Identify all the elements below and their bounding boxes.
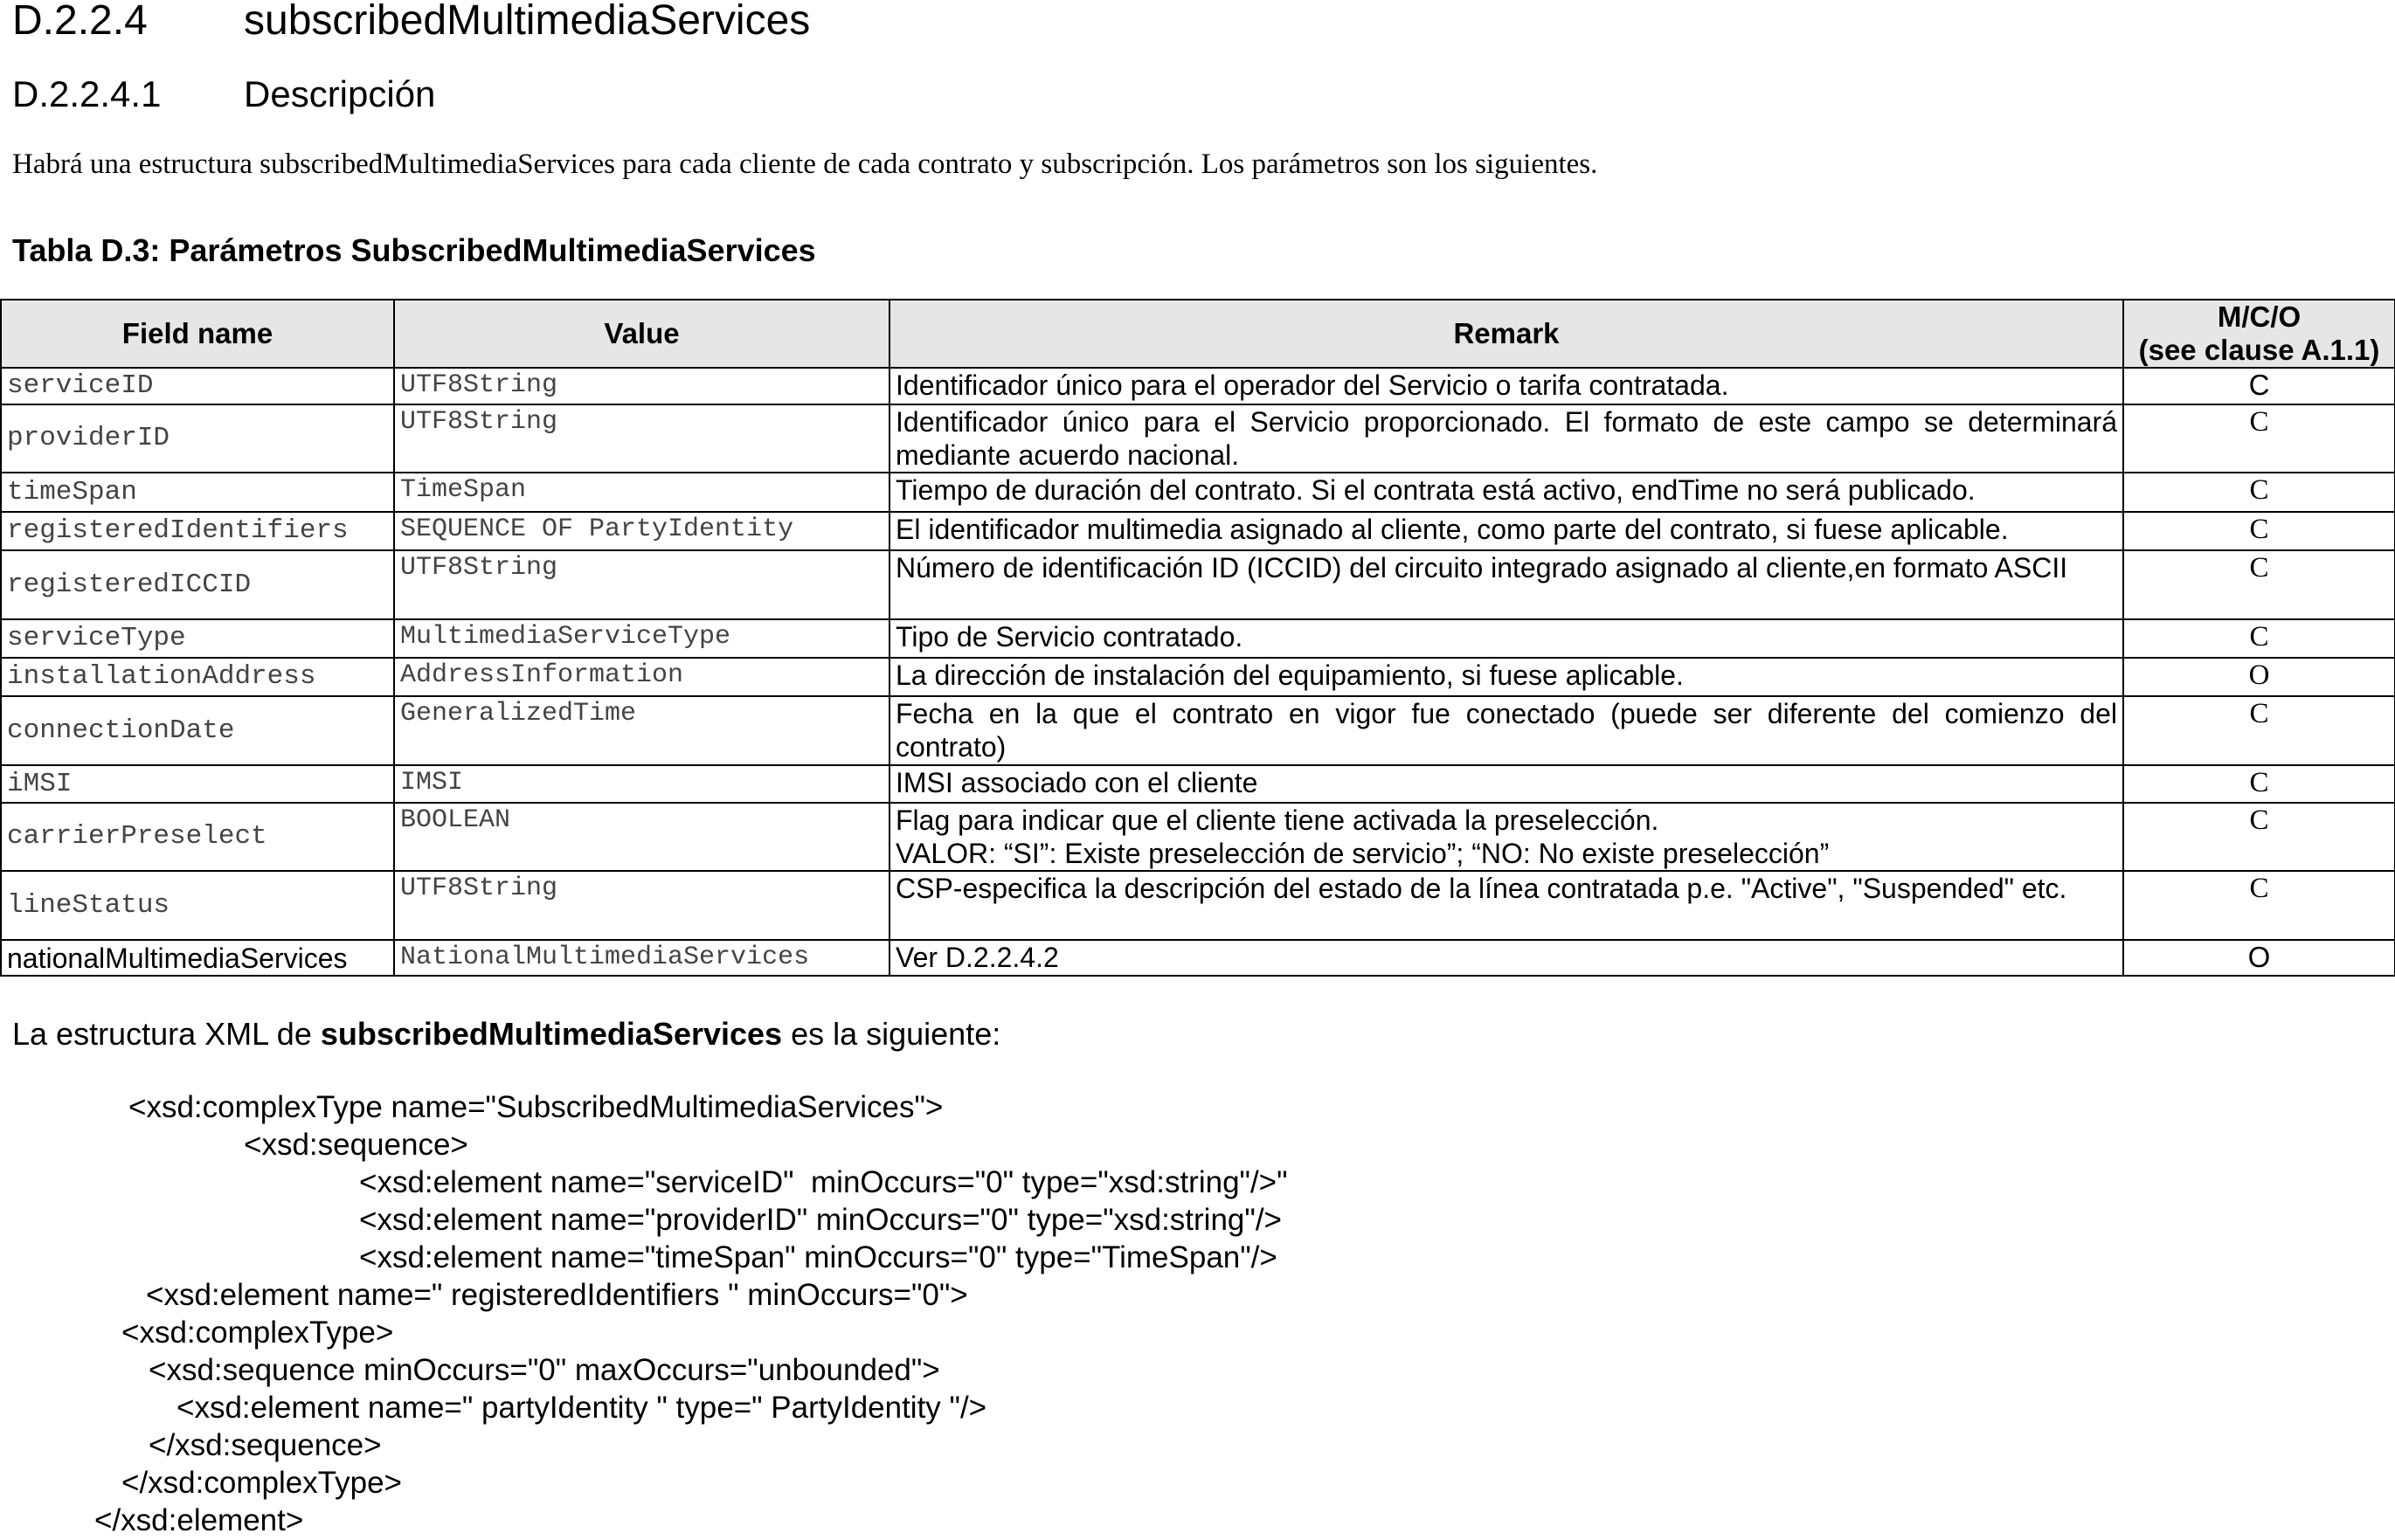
xml-line: <xsd:complexType> (121, 1316, 394, 1350)
remark-cell: Número de identificación ID (ICCID) del circuito integrado asignado al cliente,en formato ASCII (889, 550, 2123, 619)
value-cell: MultimediaServiceType (394, 619, 889, 658)
heading-number: D.2.2.4 (12, 0, 148, 44)
mco-cell: O (2123, 658, 2395, 696)
remark-cell: IMSI associado con el cliente (889, 765, 2123, 803)
xml-line: <xsd:element name="timeSpan" minOccurs="0" type="TimeSpan"/> (359, 1240, 1277, 1274)
xml-line: <xsd:complexType name="SubscribedMultimediaServices"> (128, 1090, 944, 1124)
xml-intro-after: es la siguiente: (782, 1016, 1001, 1052)
table-row (1, 619, 2395, 658)
value-cell: NationalMultimediaServices (394, 940, 889, 976)
mco-cell: C (2123, 803, 2395, 871)
value-cell: UTF8String (394, 404, 889, 473)
xml-line: </xsd:complexType> (121, 1466, 402, 1500)
mco-cell: C (2123, 619, 2395, 658)
header-mco-line2: (see clause A.1.1) (2138, 334, 2380, 366)
value-cell: UTF8String (394, 871, 889, 940)
mco-cell: C (2123, 550, 2395, 619)
remark-cell: El identificador multimedia asignado al cliente, como parte del contrato, si fuese aplicable. (889, 512, 2123, 550)
xml-line: </xsd:element> (94, 1503, 304, 1537)
xml-line: <xsd:sequence> (244, 1128, 468, 1162)
field-name-cell: serviceType (1, 619, 394, 658)
value-cell: BOOLEAN (394, 803, 889, 871)
xml-line: <xsd:element name=" registeredIdentifiers " minOccurs="0"> (146, 1278, 968, 1312)
heading-title: subscribedMultimediaServices (244, 0, 811, 44)
xml-intro-bold: subscribedMultimediaServices (320, 1016, 783, 1052)
value-cell: UTF8String (394, 368, 889, 404)
remark-cell: Fecha en la que el contrato en vigor fue conectado (puede ser diferente del comienzo del contrato) (889, 696, 2123, 765)
remark-cell: Tipo de Servicio contratado. (889, 619, 2123, 658)
mco-cell: C (2123, 473, 2395, 512)
mco-cell: C (2123, 368, 2395, 404)
table-row (1, 658, 2395, 696)
table-row (1, 550, 2395, 619)
remark-cell: Tiempo de duración del contrato. Si el contrata está activo, endTime no será publicado. (889, 473, 2123, 512)
xml-line: <xsd:element name=" partyIdentity " type=" PartyIdentity "/> (177, 1391, 987, 1425)
mco-cell: C (2123, 404, 2395, 473)
remark-cell: La dirección de instalación del equipamiento, si fuese aplicable. (889, 658, 2123, 696)
field-name-cell: timeSpan (1, 473, 394, 512)
table-header-row (1, 300, 2395, 368)
field-name-cell: installationAddress (1, 658, 394, 696)
value-cell: AddressInformation (394, 658, 889, 696)
xml-intro-before: La estructura XML de (12, 1016, 321, 1052)
mco-cell: O (2123, 940, 2395, 976)
table-row (1, 696, 2395, 765)
field-name-cell: serviceID (1, 368, 394, 404)
remark-cell: Identificador único para el Servicio proporcionado. El formato de este campo se determinará mediante acuerdo nacional. (889, 404, 2123, 473)
table-row (1, 368, 2395, 404)
table-caption: Tabla D.3: Parámetros SubscribedMultimediaServices (12, 232, 816, 268)
intro-paragraph: Habrá una estructura subscribedMultimediaServices para cada cliente de cada contrato y subscripción. Los parámetros son los siguientes. (12, 148, 1598, 180)
subheading-title: Descripción (244, 73, 436, 114)
value-cell: UTF8String (394, 550, 889, 619)
mco-cell: C (2123, 871, 2395, 940)
field-name-cell: registeredIdentifiers (1, 512, 394, 550)
remark-cell: Ver D.2.2.4.2 (889, 940, 2123, 976)
field-name-cell: nationalMultimediaServices (1, 940, 394, 976)
field-name-cell: connectionDate (1, 696, 394, 765)
header-mco (2123, 300, 2395, 368)
table-row (1, 765, 2395, 803)
table-row (1, 473, 2395, 512)
table-row (1, 871, 2395, 940)
subheading-number: D.2.2.4.1 (12, 73, 162, 114)
field-name-cell: iMSI (1, 765, 394, 803)
xml-line: </xsd:sequence> (149, 1428, 382, 1462)
mco-cell: C (2123, 512, 2395, 550)
xml-line: <xsd:sequence minOccurs="0" maxOccurs="unbounded"> (149, 1353, 940, 1387)
table-row (1, 803, 2395, 871)
mco-cell: C (2123, 765, 2395, 803)
xml-intro (12, 1016, 1000, 1053)
field-name-cell: providerID (1, 404, 394, 473)
field-name-cell: carrierPreselect (1, 803, 394, 871)
field-name-cell: registeredICCID (1, 550, 394, 619)
table-row (1, 404, 2395, 473)
remark-line: VALOR: “SI”: Existe preselección de servicio”; “NO: No existe preselección” (896, 838, 1830, 869)
header-field-name: Field name (1, 300, 394, 368)
mco-cell: C (2123, 696, 2395, 765)
table-row (1, 512, 2395, 550)
header-mco-line1: M/C/O (2217, 300, 2302, 333)
value-cell: GeneralizedTime (394, 696, 889, 765)
field-name-cell: lineStatus (1, 871, 394, 940)
remark-line: Flag para indicar que el cliente tiene activada la preselección. (896, 805, 1659, 836)
remark-cell: CSP-especifica la descripción del estado de la línea contratada p.e. "Active", "Suspended" etc. (889, 871, 2123, 940)
remark-cell: Identificador único para el operador del Servicio o tarifa contratada. (889, 368, 2123, 404)
value-cell: IMSI (394, 765, 889, 803)
value-cell: SEQUENCE OF PartyIdentity (394, 512, 889, 550)
value-cell: TimeSpan (394, 473, 889, 512)
table-row (1, 940, 2395, 976)
remark-cell (889, 803, 2123, 871)
parameters-table (0, 299, 2395, 977)
xml-line: <xsd:element name="providerID" minOccurs="0" type="xsd:string"/> (359, 1203, 1282, 1237)
xml-line: <xsd:element name="serviceID" minOccurs="0" type="xsd:string"/>" (359, 1165, 1288, 1199)
header-remark: Remark (889, 300, 2123, 368)
header-value: Value (394, 300, 889, 368)
